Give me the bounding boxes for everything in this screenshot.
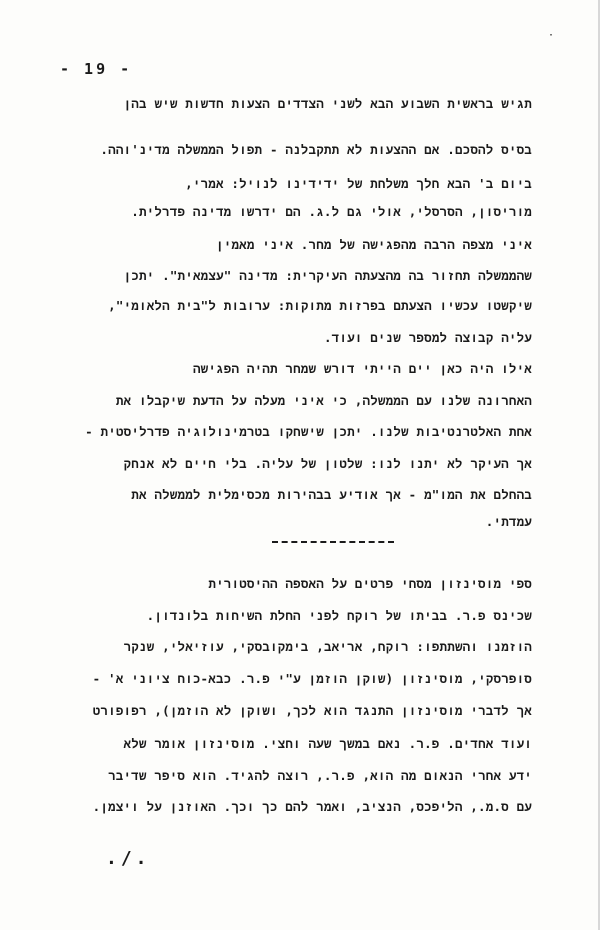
page-number: - 19 - <box>60 60 133 78</box>
paragraph-4-line-4: אך העיקר לא יתנו לנו: שלטון של עליה. בלי חיים לא אנחק <box>123 456 532 471</box>
paragraph-5-line-1: ספי מוסינזון מסחי פרטים על האספה ההיסטורית <box>208 576 532 591</box>
paragraph-2-line-1: ביום ב' הבא חלך משלחת של ידידינו לנויל: אמרי, <box>185 176 532 191</box>
paragraph-5-line-6: ועוד אחדים. פ.ר. נאם במשך שעה וחצי. מוסינזון אומר שלא <box>123 736 532 751</box>
paragraph-5-line-7: ידע אחרי הנאום מה הוא, פ.ר., רוצה להגיד. הוא סיפר שדיבר <box>108 768 532 783</box>
paragraph-4-line-5: בהחלם את המו"מ - אך אודיע בבהירות מכסימלית לממשלה את <box>131 487 532 502</box>
paragraph-5-line-3: הוזמנו והשתתפו: רוקח, אריאב, בימקובסקי, עוזיאלי, שנקר <box>123 639 532 654</box>
paragraph-5-line-2: שכינס פ.ר. בביתו של רוקח לפני החלת השיחות בלונדון. <box>146 608 532 623</box>
paragraph-3-line-1: איני מצפה הרבה מהפגישה של מחר. איני מאמין <box>216 237 532 252</box>
paragraph-3-line-4: עליה קבוצה למספר שנים ועוד. <box>323 330 532 345</box>
paragraph-5-line-5: אך לדברי מוסינזון התנגד הוא לכך, ושוקן לא הוזמן), רפופורט <box>92 703 532 718</box>
paragraph-4-line-1: אילו היה כאן יים הייתי דורש שמחר תהיה הפגישה <box>192 361 532 376</box>
section-separator <box>272 541 394 545</box>
paragraph-5-line-4: סופרסקי, מוסינזון (שוקן הוזמן ע"י פ.ר. כבא-כוח ציוני א' - <box>92 671 532 686</box>
paragraph-4-line-2: האחרונה שלנו עם הממשלה, כי איני מעלה על הדעת שיקבלו את <box>115 393 532 408</box>
paragraph-4-line-3: אחת האלטרנטיבות שלנו. יתכן שישחקו בטרמינולוגיה פדרליסטית - <box>85 424 532 439</box>
paragraph-2-line-2: מוריסון, הסרסלי, אולי גם ל.ג. הם ידרשו מדינה פדרלית. <box>131 204 532 219</box>
paragraph-5-line-8: עם ס.מ., הליפכס, הנציב, ואמר להם כך וכך. האוזנן על ויצמן. <box>92 799 532 814</box>
paragraph-4-line-6: עמדתי. <box>485 514 532 529</box>
continuation-mark: ./. <box>106 848 151 869</box>
scan-speck: · <box>548 30 555 41</box>
paragraph-1-line-1: תגיש בראשית השבוע הבא לשני הצדדים הצעות חדשות שיש בהן <box>123 96 532 111</box>
paragraph-3-line-2: שהממשלה תחזור בה מהצעתה העיקרית: מדינה "עצמאית". יתכן <box>123 268 532 283</box>
paragraph-3-line-3: שיקשטו עכשיו הצעתם בפרזות מתוקות: ערובות ל"בית הלאומי", <box>108 298 532 313</box>
paragraph-1-line-2: בסיס להסכם. אם ההצעות לא תתקבלנה - תפול הממשלה מדינ'והה. <box>100 142 532 157</box>
